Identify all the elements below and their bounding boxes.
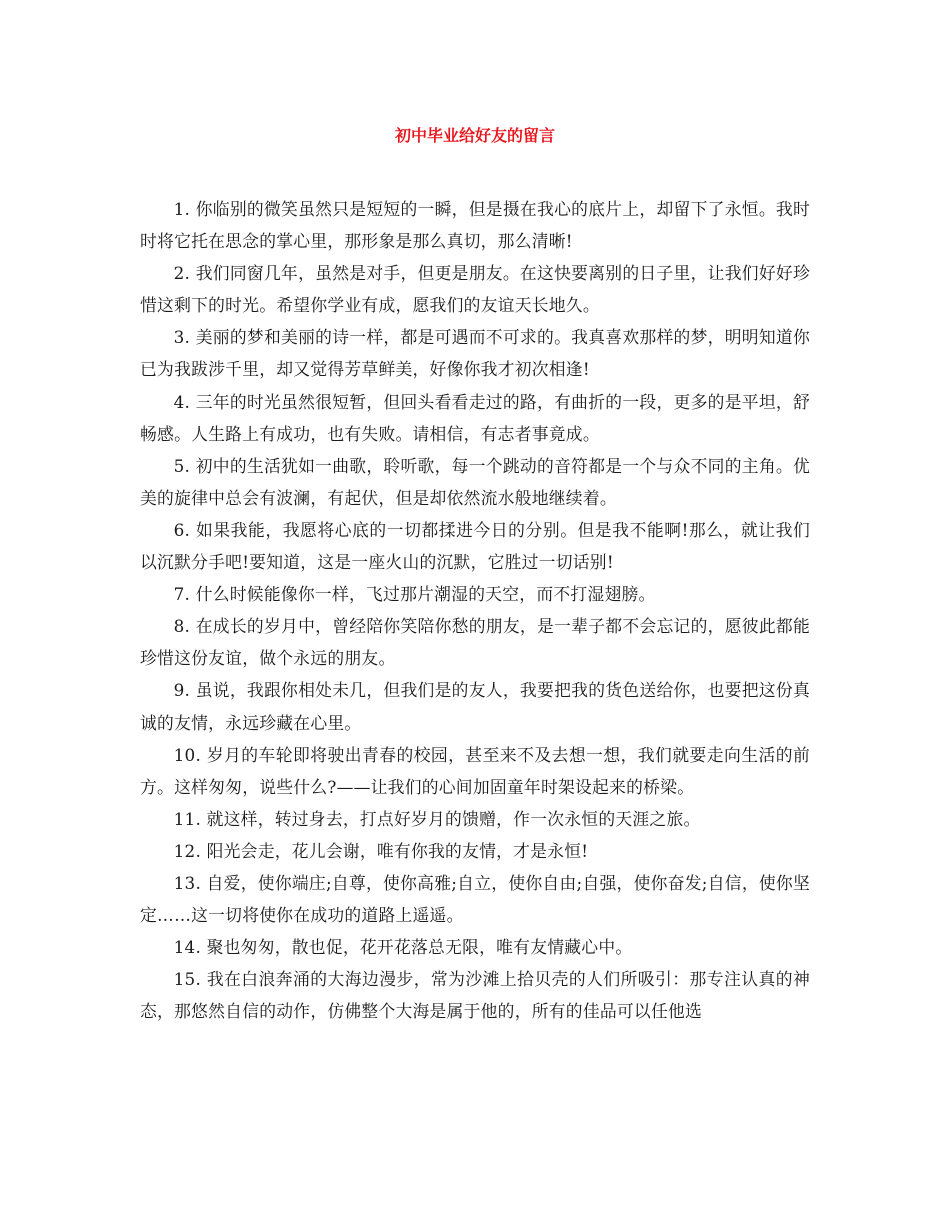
- paragraph-12: 12. 阳光会走，花儿会谢，唯有你我的友情，才是永恒!: [173, 840, 589, 861]
- paragraph-7: 7. 什么时候能像你一样，飞过那片潮湿的天空，而不打湿翅膀。: [173, 584, 656, 605]
- paragraph-2: 2. 我们同窗几年，虽然是对手，但更是朋友。在这快要离别的日子里，让我们好好珍惜这剩下的时光。希望你学业有成，愿我们的友谊天长地久。: [140, 263, 810, 316]
- paragraph-11: 11. 就这样，转过身去，打点好岁月的馈赠，作一次永恒的天涯之旅。: [173, 808, 701, 829]
- paragraph-8: 8. 在成长的岁月中，曾经陪你笑陪你愁的朋友，是一辈子都不会忘记的，愿彼此都能珍惜这份友谊，做个永远的朋友。: [140, 616, 810, 669]
- document-title: 初中毕业给好友的留言: [394, 126, 555, 145]
- paragraph-5: 5. 初中的生活犹如一曲歌，聆听歌，每一个跳动的音符都是一个与众不同的主角。优美的旋律中总会有波澜，有起伏，但是却依然流水般地继续着。: [140, 455, 810, 508]
- paragraph-1: 1. 你临别的微笑虽然只是短短的一瞬，但是摄在我心的底片上，却留下了永恒。我时时将它托在思念的掌心里，那形象是那么真切，那么清晰!: [140, 199, 810, 252]
- paragraph-4: 4. 三年的时光虽然很短暂，但回头看看走过的路，有曲折的一段，更多的是平坦，舒畅感。人生路上有成功，也有失败。请相信，有志者事竟成。: [140, 391, 810, 444]
- paragraph-3: 3. 美丽的梦和美丽的诗一样，都是可遇而不可求的。我真喜欢那样的梦，明明知道你已为我跋涉千里，却又觉得芳草鲜美，好像你我才初次相逢!: [140, 327, 810, 380]
- paragraph-6: 6. 如果我能，我愿将心底的一切都揉进今日的分别。但是我不能啊!那么，就让我们以沉默分手吧!要知道，这是一座火山的沉默，它胜过一切话别!: [140, 519, 810, 573]
- paragraph-10: 10. 岁月的车轮即将驶出青春的校园，甚至来不及去想一想，我们就要走向生活的前方。这样匆匆，说些什么?——让我们的心间加固童年时架设起来的桥梁。: [140, 744, 810, 797]
- paragraph-13: 13. 自爱，使你端庄;自尊，使你高雅;自立，使你自由;自强，使你奋发;自信，使你坚定……这一切将使你在成功的道路上遥遥。: [140, 872, 810, 926]
- document-body: [140, 193, 810, 1027]
- paragraph-15: 15. 我在白浪奔涌的大海边漫步，常为沙滩上拾贝壳的人们所吸引：那专注认真的神态，那悠然自信的动作，仿佛整个大海是属于他的，所有的佳品可以任他选: [140, 969, 810, 1022]
- paragraph-9: 9. 虽说，我跟你相处未几，但我们是的友人，我要把我的货色送给你，也要把这份真诚的友情，永远珍藏在心里。: [140, 680, 810, 733]
- paragraph-14: 14. 聚也匆匆，散也促，花开花落总无限，唯有友情藏心中。: [173, 937, 633, 958]
